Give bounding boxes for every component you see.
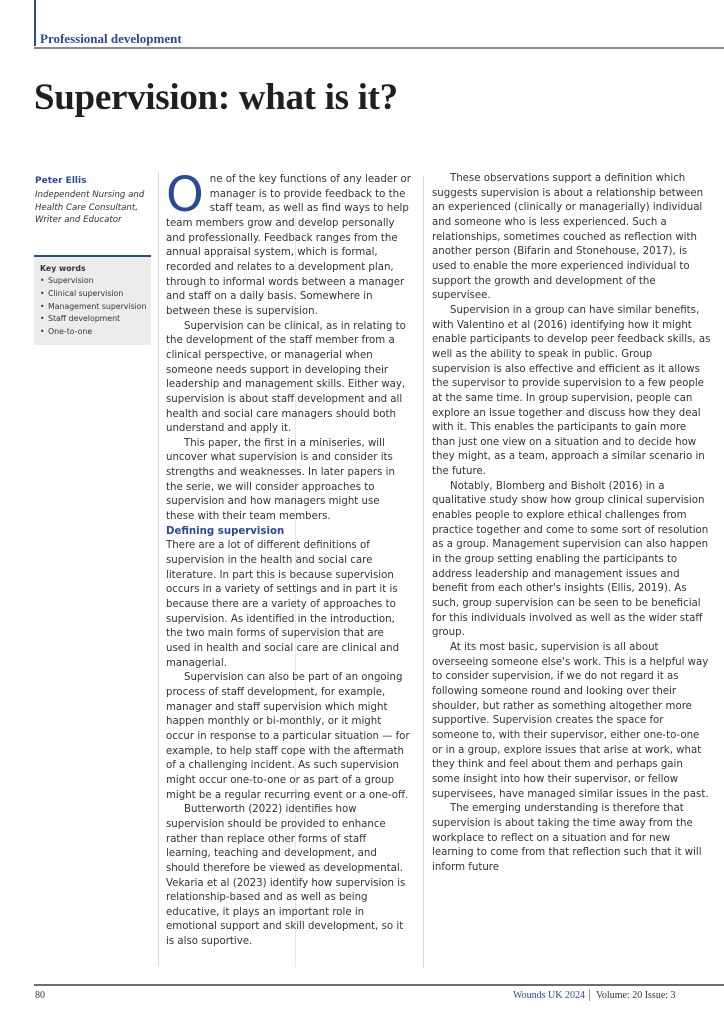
section-heading: Defining supervision <box>166 525 285 537</box>
body-column-1 <box>166 167 411 950</box>
paragraph: Notably, Blomberg and Bisholt (2016) in a qualitative study show how group clinical supervision enables people to explore ethical challenges from practice together and come to some sort of resolution as a group. Management supervision can also happen in the group setting enabling the participants to address leadership and management issues and benefit from each other's insights (Ellis, 2019). As such, group supervision can be seen to be beneficial for this individuals involved as well as the wider staff group. <box>432 480 709 639</box>
drop-cap: O <box>166 167 204 223</box>
keyword-item: • One-to-one <box>40 326 151 339</box>
paragraph: At its most basic, supervision is all about overseeing someone else's work. This is a helpful way to consider supervision, if we do not regard it as following someone round and looking over their shoulder, but rather as something altogether more supportive. Supervision creates the space for someone to, with their supervisor, either one-to-one or in a group, explore issues that arise at work, what they think and feel about them and perhaps gain some insight into how their supervisor, or fellow supervisees, have managed similar issues in the past. <box>432 642 709 800</box>
keywords-list <box>40 275 151 339</box>
column-divider <box>423 176 424 968</box>
article-title: Supervision: what is it? <box>34 77 398 118</box>
section-label: Professional development <box>40 31 182 46</box>
keywords-title: Key words <box>40 264 86 273</box>
keyword-item: • Management supervision <box>40 301 151 314</box>
keyword-item: • Clinical supervision <box>40 288 151 301</box>
paragraph: These observations support a definition which suggests supervision is about a relationship between an experienced (clinically or managerially) individual and someone who is less experienced. Such a relationships, sometimes couched as reflection with another person (Bifarin and Stonehouse, 2017), is used to enable the more experienced individual to support the growth and development of the supervisee. <box>432 173 704 302</box>
author-name: Peter Ellis <box>35 176 87 186</box>
column-divider <box>158 172 159 967</box>
paragraph: Supervision can be clinical, as in relating to the development of the staff member from a clinical perspective, or managerial when someone needs support in developing their leadership and management skills. Either way, supervision is about staff development and all health and social care managers should both understand and apply it. <box>166 320 406 435</box>
footer-divider <box>34 984 724 986</box>
author-bio: Independent Nursing and Health Care Consultant, Writer and Educator <box>35 190 145 226</box>
paragraph-intro: One of the key functions of any leader or manager is to provide feedback to the staff team, as well as find ways to help team members grow and develop personally and professionally. Feedback ranges from the annual appraisal system, which is formal, recorded and relates to a development plan, through to informal words between a manager and staff on a daily basis. Somewhere in between these is supervision. <box>166 167 411 317</box>
body-column-2 <box>432 172 712 876</box>
paragraph: Supervision can also be part of an ongoing process of staff development, for example, manager and staff supervision which might happen monthly or bi-monthly, or it might occur in response to a particular situation — for example, to help staff cope with the aftermath of a challenging incident. As such supervision might occur one-to-one or as part of a group might be a regular recurring event or a one-off. <box>166 672 410 801</box>
paragraph: There are a lot of different definitions of supervision in the health and social care literature. In part this is because supervision occurs in a variety of settings and in part it is because there are a variety of approaches to supervision. As identified in the introduction, the two main forms of supervision that are used in health and social care are clinical and managerial. <box>166 540 400 669</box>
keyword-item: • Staff development <box>40 313 151 326</box>
paragraph: The emerging understanding is therefore that supervision is about taking the time away from the workplace to reflect on a situation and for new learning to come from that reflection such that it will inform future <box>432 803 702 873</box>
volume-issue: Volume: 20 Issue: 3 <box>596 990 676 1001</box>
keyword-item: • Supervision <box>40 275 151 288</box>
header-accent-bar <box>34 0 36 46</box>
paragraph: Butterworth (2022) identifies how supervision should be provided to enhance rather than replace other forms of staff learning, teaching and development, and should therefore be viewed as developmental. Vekaria et al (2023) identify how supervision is relationship-based and as well as being educative, it plays an important role in emotional support and skill development, so it is also suportive. <box>166 804 406 948</box>
footer-separator <box>589 989 590 1001</box>
journal-name: Wounds UK 2024 <box>513 990 585 1001</box>
header-divider <box>34 47 724 49</box>
paragraph: This paper, the first in a miniseries, will uncover what supervision is and consider its strengths and weaknesses. In later papers in the serie, we will consider approaches to supervision and how managers might use these with their team members. <box>166 437 395 523</box>
keywords-box <box>34 255 151 345</box>
paragraph: Supervision in a group can have similar benefits, with Valentino et al (2016) identifying how it might enable participants to develop peer feedback skills, as well as the ability to speak in public. Group supervision is also effective and efficient as it allows the supervisor to provide supervision to a few people at the same time. In group supervision, people can explore an issue together and discuss how they deal with it. This enables the participants to gain more than just one view on a situation and to decide how they might, as a team, approach a similar scenario in the future. <box>432 304 711 478</box>
page-number: 80 <box>35 990 45 1001</box>
